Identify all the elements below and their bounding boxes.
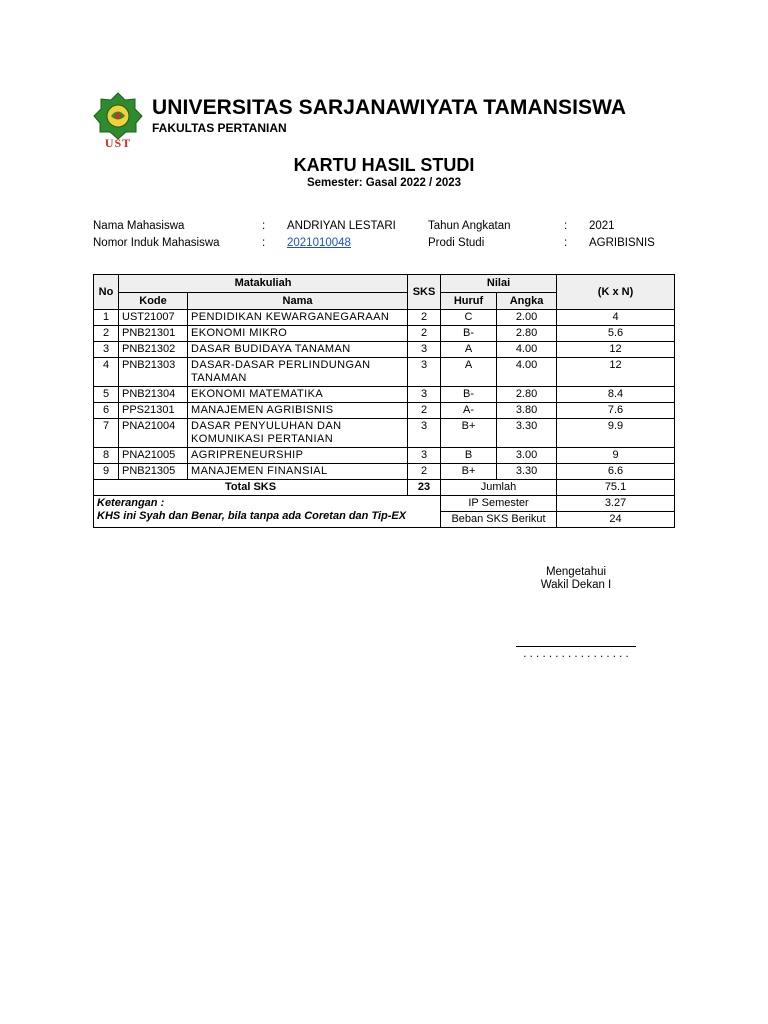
nim-value <box>287 237 351 249</box>
row-sks: 2 <box>408 464 441 480</box>
row-kxn: 9 <box>557 448 675 464</box>
row-kxn: 12 <box>557 358 675 387</box>
row-no: 6 <box>94 403 119 419</box>
row-no: 4 <box>94 358 119 387</box>
header-kxn: (K x N) <box>557 275 675 310</box>
prodi-separator: : <box>564 237 568 249</box>
row-angka: 4.00 <box>497 358 557 387</box>
row-no: 2 <box>94 326 119 342</box>
university-name: UNIVERSITAS SARJANAWIYATA TAMANSISWA <box>152 96 627 119</box>
row-angka: 3.00 <box>497 448 557 464</box>
prodi-label: Prodi Studi <box>428 237 485 249</box>
row-kxn: 4 <box>557 310 675 326</box>
table-row <box>94 387 675 403</box>
header-matakuliah: Matakuliah <box>119 275 408 293</box>
table-row <box>94 326 675 342</box>
beban-label: Beban SKS Berikut <box>441 512 557 528</box>
signature-name-placeholder: . . . . . . . . . . . . . . . . . <box>523 648 629 660</box>
nim-label: Nomor Induk Mahasiswa <box>93 237 220 249</box>
row-no: 7 <box>94 419 119 448</box>
table-row <box>94 419 675 448</box>
row-angka: 2.80 <box>497 387 557 403</box>
row-kode: PNA21005 <box>119 448 188 464</box>
row-nama: DASAR-DASAR PERLINDUNGAN TANAMAN <box>188 358 408 387</box>
row-kxn: 5.6 <box>557 326 675 342</box>
prodi-value: AGRIBISNIS <box>589 237 655 249</box>
total-row <box>94 480 675 496</box>
year-separator: : <box>564 220 568 232</box>
table-row <box>94 448 675 464</box>
row-huruf: B+ <box>441 464 497 480</box>
row-kode: PNB21301 <box>119 326 188 342</box>
row-kode: PNB21304 <box>119 387 188 403</box>
header-nama: Nama <box>188 293 408 310</box>
row-no: 3 <box>94 342 119 358</box>
row-huruf: B+ <box>441 419 497 448</box>
year-value: 2021 <box>589 220 615 232</box>
table-row <box>94 358 675 387</box>
ip-value: 3.27 <box>557 496 675 512</box>
row-nama: EKONOMI MIKRO <box>188 326 408 342</box>
row-kode: PNB21305 <box>119 464 188 480</box>
name-label: Nama Mahasiswa <box>93 220 185 232</box>
row-nama: PENDIDIKAN KEWARGANEGARAAN <box>188 310 408 326</box>
row-angka: 2.00 <box>497 310 557 326</box>
row-nama: MANAJEMEN AGRIBISNIS <box>188 403 408 419</box>
row-kode: PNB21302 <box>119 342 188 358</box>
header-angka: Angka <box>497 293 557 310</box>
row-angka: 3.30 <box>497 419 557 448</box>
header-no: No <box>94 275 119 310</box>
signature-title: Wakil Dekan I <box>540 579 612 591</box>
row-kxn: 9.9 <box>557 419 675 448</box>
faculty-name: FAKULTAS PERTANIAN <box>152 121 287 135</box>
row-nama: DASAR BUDIDAYA TANAMAN <box>188 342 408 358</box>
signature-acknowledge: Mengetahui <box>545 566 607 578</box>
header-sks: SKS <box>408 275 441 310</box>
row-sks: 3 <box>408 419 441 448</box>
header-nilai: Nilai <box>441 275 557 293</box>
row-angka: 4.00 <box>497 342 557 358</box>
nim-link[interactable]: 2021010048 <box>287 237 351 249</box>
table-row <box>94 342 675 358</box>
total-sks-value: 23 <box>408 480 441 496</box>
row-angka: 2.80 <box>497 326 557 342</box>
row-no: 5 <box>94 387 119 403</box>
row-no: 9 <box>94 464 119 480</box>
row-no: 8 <box>94 448 119 464</box>
row-sks: 2 <box>408 403 441 419</box>
row-kode: UST21007 <box>119 310 188 326</box>
row-kxn: 12 <box>557 342 675 358</box>
row-nama: EKONOMI MATEMATIKA <box>188 387 408 403</box>
keterangan-text: KHS ini Syah dan Benar, bila tanpa ada Coretan dan Tip-EX <box>97 510 407 522</box>
total-sks-label: Total SKS <box>94 480 408 496</box>
document-title: KARTU HASIL STUDI <box>293 155 475 175</box>
keterangan-cell <box>94 496 441 528</box>
header-huruf: Huruf <box>441 293 497 310</box>
nim-separator: : <box>262 237 266 249</box>
row-nama: AGRIPRENEURSHIP <box>188 448 408 464</box>
signature-line <box>516 646 636 647</box>
year-label: Tahun Angkatan <box>428 220 511 232</box>
table-row <box>94 310 675 326</box>
keterangan-title: Keterangan : <box>97 497 165 509</box>
table-row <box>94 464 675 480</box>
ip-label: IP Semester <box>441 496 557 512</box>
name-value: ANDRIYAN LESTARI <box>287 220 396 232</box>
row-angka: 3.80 <box>497 403 557 419</box>
row-sks: 2 <box>408 326 441 342</box>
row-huruf: A <box>441 342 497 358</box>
jumlah-label: Jumlah <box>441 480 557 496</box>
ip-row <box>94 496 675 512</box>
row-huruf: C <box>441 310 497 326</box>
beban-value: 24 <box>557 512 675 528</box>
row-no: 1 <box>94 310 119 326</box>
row-nama: DASAR PENYULUHAN DAN KOMUNIKASI PERTANIAN <box>188 419 408 448</box>
row-kxn: 6.6 <box>557 464 675 480</box>
jumlah-value: 75.1 <box>557 480 675 496</box>
grades-table <box>93 274 675 528</box>
row-sks: 3 <box>408 387 441 403</box>
row-sks: 3 <box>408 448 441 464</box>
name-separator: : <box>262 220 266 232</box>
logo-text: UST <box>104 136 132 150</box>
row-huruf: A- <box>441 403 497 419</box>
row-sks: 2 <box>408 310 441 326</box>
row-sks: 3 <box>408 358 441 387</box>
row-kxn: 8.4 <box>557 387 675 403</box>
row-huruf: B- <box>441 387 497 403</box>
row-kode: PNB21303 <box>119 358 188 387</box>
university-logo <box>92 92 144 150</box>
row-nama: MANAJEMEN FINANSIAL <box>188 464 408 480</box>
row-kxn: 7.6 <box>557 403 675 419</box>
header-kode: Kode <box>119 293 188 310</box>
semester-label: Semester: Gasal 2022 / 2023 <box>306 177 462 189</box>
row-huruf: B <box>441 448 497 464</box>
table-row <box>94 403 675 419</box>
row-angka: 3.30 <box>497 464 557 480</box>
row-kode: PPS21301 <box>119 403 188 419</box>
row-kode: PNA21004 <box>119 419 188 448</box>
row-huruf: A <box>441 358 497 387</box>
row-huruf: B- <box>441 326 497 342</box>
row-sks: 3 <box>408 342 441 358</box>
